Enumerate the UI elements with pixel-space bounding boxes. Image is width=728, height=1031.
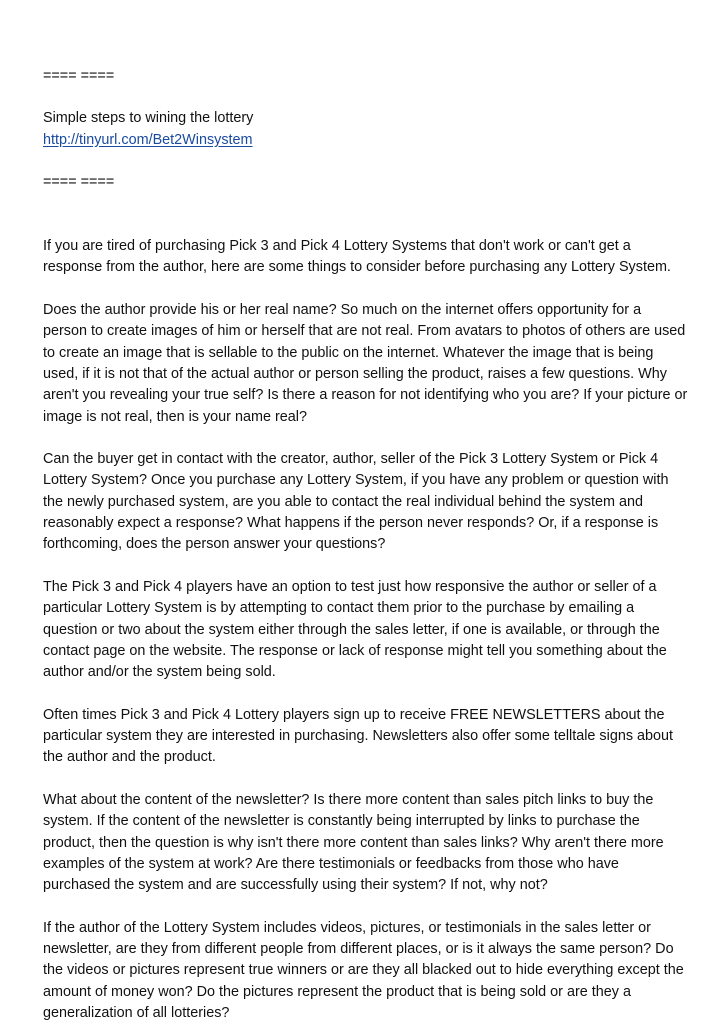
paragraph-1: If you are tired of purchasing Pick 3 and Pick 4 Lottery Systems that don't work or can't get a response from the author, here are some things to consider before purchasing any Lottery System. (43, 238, 671, 276)
paragraph-3: Can the buyer get in contact with the creator, author, seller of the Pick 3 Lottery System or Pick 4 Lottery System? Once you purchase any Lottery System, if you have any problem or question with the newly purchased system, are you able to contact the real individual behind the system and reasonably expect a response? What happens if the person never responds? Or, if a response is forthcoming, does the person answer your questions? (43, 451, 669, 553)
paragraph-5: Often times Pick 3 and Pick 4 Lottery players sign up to receive FREE NEWSLETTERS about the particular system they are interested in purchasing. Newsletters also offer some telltale signs about the author and the product. (43, 706, 674, 766)
separator-bottom: ==== ==== (43, 173, 115, 190)
paragraph-2: Does the author provide his or her real name? So much on the internet offers opportunity for a person to create images of him or herself that are not real. From avatars to photos of others are used to create an image that is sellable to the public on the internet. Whatever the image that is being used, if it is not that of the actual author or person selling the product, raises a few questions. Why aren't you revealing your true self? Is there a reason for not identifying who you are? If your picture or image is not real, then is your name real? (43, 302, 688, 425)
header-link[interactable]: http://tinyurl.com/Bet2Winsystem (43, 131, 253, 148)
separator-top: ==== ==== (43, 68, 115, 84)
article-body (43, 236, 688, 1024)
paragraph-4: The Pick 3 and Pick 4 players have an option to test just how responsive the author or seller of a particular Lottery System is by attempting to contact them prior to the purchase by emailing a question or two about the system either through the sales letter, if one is available, or through the contact page on the website. The response or lack of response might tell you something about the author and/or the system being sold. (43, 578, 667, 681)
paragraph-6: What about the content of the newsletter? Is there more content than sales pitch links to buy the system. If the content of the newsletter is constantly being interrupted by links to purchase the product, then the question is why isn't there more content than sales links? Why aren't there more examples of the system at work? Are there testimonials or feedbacks from those who have purchased the system and are successfully using their system? If not, why not? (43, 791, 664, 894)
header-block (43, 66, 688, 193)
paragraph-7: If the author of the Lottery System includes videos, pictures, or testimonials in the sales letter or newsletter, are they from different people from different places, or is it always the same person? Do the videos or pictures represent true winners or are they all blacked out to hide everything except the amount of money won? Do the pictures represent the product that is being sold or are they a generalization of all lotteries? (43, 919, 684, 1021)
header-title: Simple steps to wining the lottery (43, 110, 254, 127)
